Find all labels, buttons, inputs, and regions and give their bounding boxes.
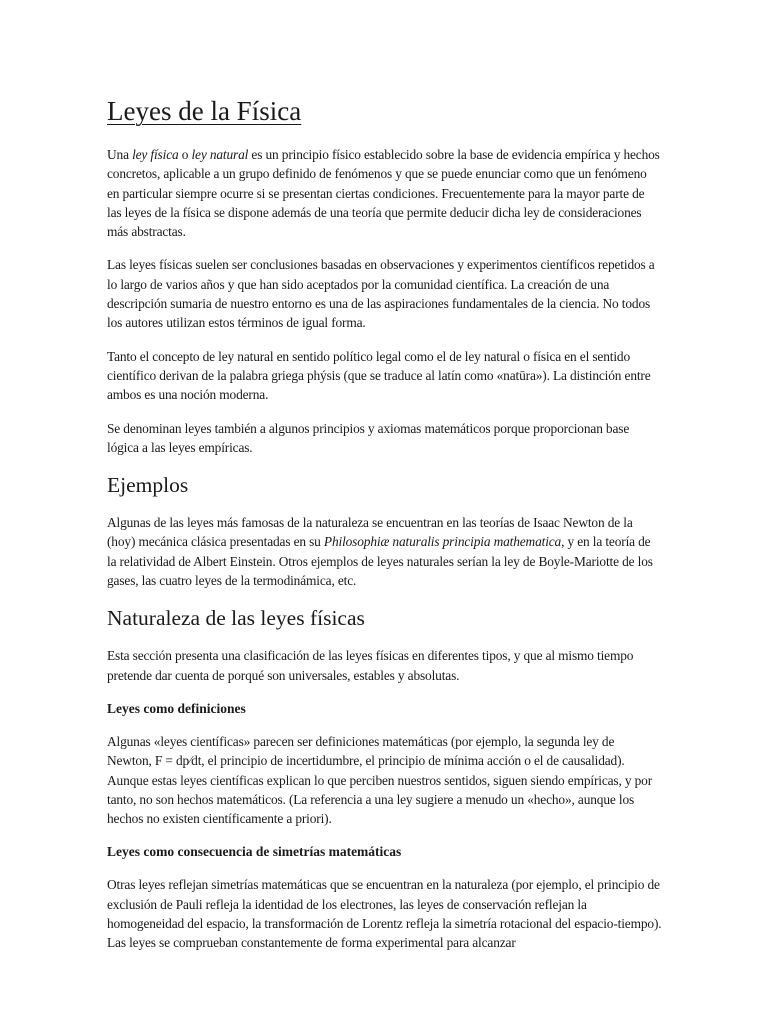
simetrias-paragraph-1: Otras leyes reflejan simetrías matemáticas que se encuentran en la naturaleza (por ejemplo, el principio de exclusión de Pauli refleja la identidad de los electrones, las leyes de conservación reflejan la homogeneidad del espacio, la transformación de Lorentz refleja la simetría rotacional del espacio-tiempo). Las leyes se comprueban constantemente de forma experimental para alcanzar <box>107 877 662 951</box>
intro-p1-text-2: o <box>178 147 192 162</box>
term-principia: Philosophiæ naturalis principia mathematica <box>323 534 562 550</box>
subheading-simetrias: Leyes como consecuencia de simetrías matemáticas <box>107 844 402 860</box>
intro-paragraph-3: Tanto el concepto de ley natural en sentido político legal como el de ley natural o física en el sentido científico derivan de la palabra griega phýsis (que se traduce al latín como «natūra»). La distinción entre ambos es una noción moderna. <box>107 348 651 403</box>
ejemplos-paragraph-1 <box>107 513 662 590</box>
intro-p1-text-4: es un principio físico establecido sobre la base de evidencia empírica y hechos concretos, aplicable a un grupo definido de fenómenos y que se puede enunciar como que un fenómeno en particular siempre ocurre si se presentan ciertas condiciones. Frecuentemente para la mayor parte de las leyes de la física se dispone además de una teoría que permite deducir dicha ley de consideraciones más abstractas. <box>107 147 660 240</box>
intro-paragraph-4: Se denominan leyes también a algunos principios y axiomas matemáticos porque proporcionan base lógica a las leyes empíricas. <box>107 420 630 455</box>
page-title: Leyes de la Física <box>107 96 302 126</box>
intro-paragraph-1 <box>107 145 662 241</box>
ejemplos-p1-text-2: , y en la teoría de la relatividad de Albert Einstein. Otros ejemplos de leyes naturales serían la ley de Boyle-Mariotte de los gases, las cuatro leyes de la termodinámica, etc. <box>107 534 653 589</box>
section-heading-ejemplos: Ejemplos <box>107 473 189 498</box>
section-heading-naturaleza: Naturaleza de las leyes físicas <box>107 606 365 631</box>
term-ley-fisica: ley física <box>132 147 179 162</box>
naturaleza-paragraph-1: Esta sección presenta una clasificación de las leyes físicas en diferentes tipos, y que al mismo tiempo pretende dar cuenta de porqué son universales, estables y absolutas. <box>107 648 634 683</box>
definiciones-paragraph-1: Algunas «leyes científicas» parecen ser definiciones matemáticas (por ejemplo, la segunda ley de Newton, F = dp⁄dt, el principio de incertidumbre, el principio de mínima acción o el de causalidad). Aunque estas leyes científicas explican lo que perciben nuestros sentidos, siguen siendo empíricas, y por tanto, no son hechos matemáticos. (La referencia a una ley sugiere a menudo un «hecho», aunque los hechos no existen científicamente a priori). <box>107 733 653 827</box>
subheading-definiciones: Leyes como definiciones <box>107 700 246 716</box>
term-ley-natural: ley natural <box>191 147 249 162</box>
intro-paragraph-2: Las leyes físicas suelen ser conclusiones basadas en observaciones y experimentos científicos repetidos a lo largo de varios años y que han sido aceptados por la comunidad científica. La creación de una descripción sumaria de nuestro entorno es una de las aspiraciones fundamentales de la ciencia. No todos los autores utilizan estos términos de igual forma. <box>107 257 655 331</box>
ejemplos-p1-text-0: Algunas de las leyes más famosas de la naturaleza se encuentran en las teorías de Isaac Newton de la (hoy) mecánica clásica presentadas en su <box>107 515 633 550</box>
intro-p1-text-0: Una <box>107 147 133 162</box>
